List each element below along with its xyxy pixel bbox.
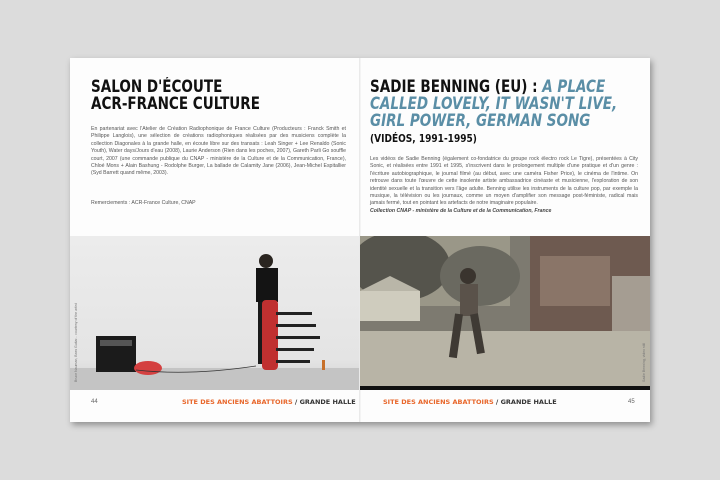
left-page (70, 58, 360, 422)
right-footer-site: SITE DES ANCIENS ABATTOIRS (383, 398, 494, 406)
right-subtitle: (VIDÉOS, 1991-1995) (370, 132, 477, 145)
right-footer-sep: / (493, 398, 501, 406)
right-body-text (370, 156, 638, 215)
video-still-illustration (360, 236, 650, 390)
left-body-text (91, 126, 346, 178)
left-footer-hall: GRANDE HALLE (299, 398, 356, 406)
right-photo-credit: Sadie Benning, video still (642, 342, 646, 382)
right-caption: Collection CNAP - ministère de la Culture et de la Communication, France (370, 207, 552, 214)
right-title-blue-1: A PLACE (542, 77, 606, 96)
right-body-paragraph: Les vidéos de Sadie Benning (également co-fondatrice du groupe rock électro rock Le Tigre), présentées à City Sonic, et réalisées entre 1991 et 1995, s'inscrivent dans le prolongement multiple d'une pratique et d'un genre : l'écriture autobiographique, le journal filmé (au début, avec une caméra Fisher Price), le cinéma de l'intime. On retrouve dans toute l'œuvre de cette insolente artiste ambassadrice cinéaste et musicienne, l'exploration de son identité sexuelle et la transition vers l'âge adulte. Benning utilise les instruments de la culture pop, par exemple la musique, la télévision ou les journaux, comme un moyen d'amplifier son message post-féministe, radical mais jamais fermé, tout en pointant les artefacts de notre imaginaire populaire. (370, 156, 638, 207)
right-page-number: 45 (628, 399, 635, 405)
booklet-spread (70, 58, 650, 422)
right-title-blue-2: CALLED LOVELY, IT WASN'T LIVE, (370, 94, 618, 113)
right-photo-video-still (360, 236, 650, 390)
right-page (360, 58, 650, 422)
left-thanks: Remerciements : ACR-France Culture, CNAP (91, 200, 196, 206)
left-title-line-2: ACR-FRANCE CULTURE (91, 94, 260, 113)
right-title-line-1 (370, 78, 616, 95)
right-page-title (370, 78, 616, 147)
right-footer (383, 398, 557, 406)
left-footer (182, 398, 356, 406)
left-title-line-1: SALON D'ÉCOUTE (91, 77, 223, 96)
left-page-number: 44 (91, 399, 98, 405)
left-footer-site: SITE DES ANCIENS ABATTOIRS (182, 398, 293, 406)
left-footer-sep: / (292, 398, 300, 406)
left-page-title (91, 78, 296, 112)
right-footer-hall: GRANDE HALLE (500, 398, 557, 406)
right-title-blue-3: GIRL POWER, GERMAN SONG (370, 111, 591, 130)
left-photo-credit: Bruce Nauman, Bass Guitar... courtesy of the artist (74, 303, 78, 382)
left-photo-performer-guitar (70, 236, 360, 390)
right-title-plain: SADIE BENNING (EU) : (370, 77, 543, 96)
performer-illustration (70, 236, 360, 390)
left-body-paragraph: En partenariat avec l'Atelier de Création Radiophonique de France Culture (Producteurs : Franck Smith et Philippe Langlois), une sélection de créations radiophoniques réalisées par des musiciens complète la collection Diagonales à la grande halle, en écoute libre sur des transats : Leah Singer + Lee Renaldo (Sonic Youth), Water days/Jours d'eau (2008), Laurie Anderson (Rien dans les poches, 2007), Gareth Parli Go souffle court, 2007 (une commande publique du CNAP - ministère de la Culture et de la Communication, France), Chloé Mons + Alain Bashung - Rodolphe Burger, La ballade de Calamity Jane (2006), Jean-Michel Espitallier (Syd Barrett quand même, 2003). (91, 126, 346, 177)
